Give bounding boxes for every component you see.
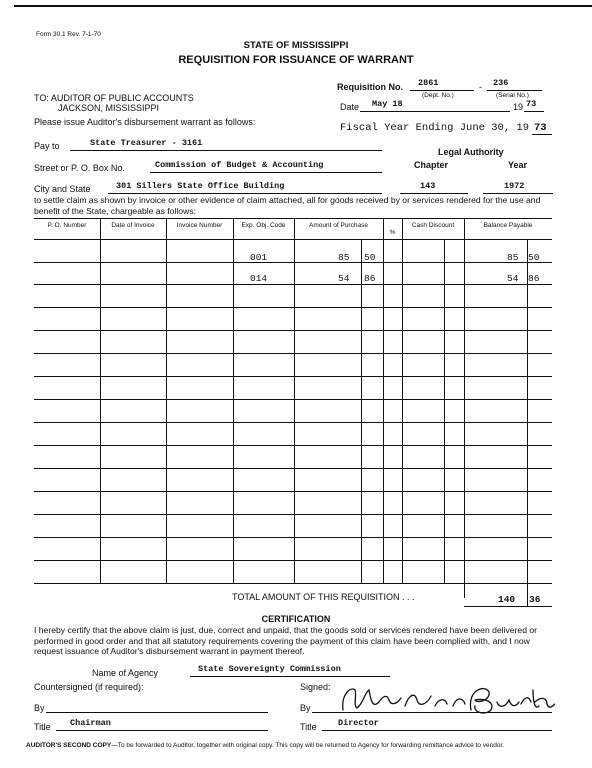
chapter-line [400, 193, 468, 194]
top-border [14, 5, 592, 7]
header-amount-of-purchase: Amount of Purchase [309, 222, 368, 229]
table-row-line [34, 468, 552, 469]
table-row-line [34, 284, 552, 285]
table-row-line [34, 514, 552, 515]
total-underline [464, 606, 552, 607]
chapter-value: 143 [420, 181, 436, 191]
form-number: Form 30.1 Rev. 7-1-70 [36, 31, 101, 38]
pay-to-label: Pay to [34, 141, 60, 151]
row1-balance-cents: 50 [528, 252, 540, 263]
dept-no-caption: (Dept. No.) [422, 92, 454, 99]
header-invoice-number: Invoice Number [176, 222, 223, 229]
agency-line [190, 676, 390, 677]
right-title-value: Director [338, 718, 379, 728]
fiscal-year-line [532, 134, 552, 135]
table-row-line [34, 376, 552, 377]
header-balance-payable: Balance Payable [483, 222, 533, 229]
table-row-line [34, 330, 552, 331]
header-percent: % [389, 229, 396, 236]
pay-to-value: State Treasurer - 3161 [90, 138, 203, 148]
table-row-line [34, 353, 552, 354]
header-exp-obj-code: Exp. Obj. Code [241, 222, 286, 229]
serial-no-value: 236 [493, 78, 509, 88]
state-title: STATE OF MISSISSIPPI [243, 40, 349, 51]
col-divider-4 [294, 218, 295, 583]
total-cents: 36 [529, 594, 541, 605]
agency-value: State Sovereignty Commission [198, 664, 341, 674]
header-date-of-invoice: Date of Invoice [111, 222, 155, 229]
row2-amount-cents: 86 [364, 273, 376, 284]
serial-no-caption: (Serial No.) [496, 92, 529, 99]
footer-note [26, 741, 556, 750]
countersigned-label: Countersigned (if required): [34, 682, 144, 692]
col-divider-7 [464, 218, 465, 598]
serial-no-line [487, 90, 542, 91]
requisition-dash: - [479, 82, 482, 92]
to-auditor: TO: AUDITOR OF PUBLIC ACCOUNTS [34, 93, 194, 103]
discount-cents-divider [444, 240, 445, 583]
settle-claim-text: to settle claim as shown by invoice or other evidence of claim attached, all for goods received by or services rendered for the use and benefit of the State, chargeable as follows: [34, 195, 541, 216]
table-row-line [34, 445, 552, 446]
authority-year-value: 1972 [504, 181, 525, 191]
to-city: JACKSON, MISSISSIPPI [58, 103, 160, 113]
date-year-value: 73 [526, 99, 537, 109]
form-title: REQUISITION FOR ISSUANCE OF WARRANT [178, 54, 414, 66]
row1-amount-dollars: 85 [338, 252, 350, 263]
col-divider-1 [100, 218, 101, 583]
pay-to-line [70, 150, 382, 151]
street-label: Street or P. O. Box No. [34, 163, 125, 173]
legal-authority-label: Legal Authority [438, 147, 504, 157]
authority-year-line [483, 193, 553, 194]
table-bottom-border [34, 583, 552, 584]
right-title-label: Title [300, 722, 317, 732]
countersign-by-line [46, 712, 268, 713]
row1-amount-cents: 50 [364, 252, 376, 263]
col-divider-6 [402, 218, 403, 583]
chapter-label: Chapter [414, 160, 449, 170]
row1-exp-code: 001 [250, 252, 268, 263]
table-row-line [34, 307, 552, 308]
col-divider-3 [233, 218, 234, 583]
footer-text: —To be forwarded to Auditor, together with original copy. This copy will be returned to Agency for forwarding remittance advice to vendor. [111, 742, 505, 749]
table-row-line [34, 560, 552, 561]
amount-cents-divider [361, 240, 362, 583]
year-label: Year [508, 160, 528, 170]
table-row-line [34, 262, 552, 263]
city-value: 301 Sillers State Office Building [116, 181, 285, 191]
table-row-line [34, 422, 552, 423]
table-row-line [34, 399, 552, 400]
date-value: May 18 [372, 99, 403, 109]
table-top-border [34, 218, 552, 219]
requisition-label: Requisition No. [337, 82, 403, 92]
city-line [108, 193, 382, 194]
balance-cents-divider [527, 240, 528, 607]
header-cash-discount: Cash Discount [411, 222, 455, 229]
city-label: City and State [34, 184, 91, 194]
row1-balance-dollars: 85 [507, 252, 519, 263]
signed-label: Signed: [300, 682, 331, 692]
table-row-line [34, 537, 552, 538]
left-title-value: Chairman [70, 718, 111, 728]
row2-exp-code: 014 [250, 273, 268, 284]
col-divider-5 [383, 218, 384, 583]
dept-no-value: 2861 [418, 78, 439, 88]
left-title-label: Title [34, 722, 51, 732]
header-po-number: P. O. Number [47, 222, 87, 229]
date-line [360, 111, 510, 112]
total-dollars: 140 [498, 594, 516, 605]
fiscal-year-value: 73 [534, 122, 547, 134]
street-line [150, 172, 382, 173]
total-label: TOTAL AMOUNT OF THIS REQUISITION . . . [232, 592, 415, 602]
agency-label: Name of Agency [92, 668, 159, 678]
row2-amount-dollars: 54 [338, 273, 350, 284]
row2-balance-cents: 86 [528, 273, 540, 284]
date-year-prefix: 19 [513, 102, 524, 112]
fiscal-year-label: Fiscal Year Ending June 30, 19 [340, 122, 530, 134]
col-divider-2 [166, 218, 167, 583]
date-label: Date [340, 102, 360, 112]
table-row-line [34, 491, 552, 492]
footer-copy-label: AUDITOR'S SECOND COPY [26, 742, 112, 749]
row2-balance-dollars: 54 [507, 273, 519, 284]
date-year-line [524, 111, 544, 112]
certification-text: I hereby certify that the above claim is just, due, correct and unpaid, that the goods sold or services rendered have been delivered or performed in good order and that all statutory requirements covering the payment of this claim have been complied with, and I now request issuance of Auditor's disbursement warrant in payment thereof. [34, 625, 538, 657]
street-value: Commission of Budget & Accounting [155, 160, 324, 170]
certification-heading: CERTIFICATION [261, 614, 331, 624]
left-title-line [56, 730, 268, 731]
please-issue-text: Please issue Auditor's disbursement warrant as follows: [34, 117, 256, 127]
signed-by-label: By [300, 703, 311, 713]
table-header-border [34, 239, 552, 240]
dept-no-line [410, 90, 474, 91]
handwritten-signature [335, 680, 555, 718]
right-title-line [322, 730, 552, 731]
countersign-by-label: By [34, 703, 45, 713]
